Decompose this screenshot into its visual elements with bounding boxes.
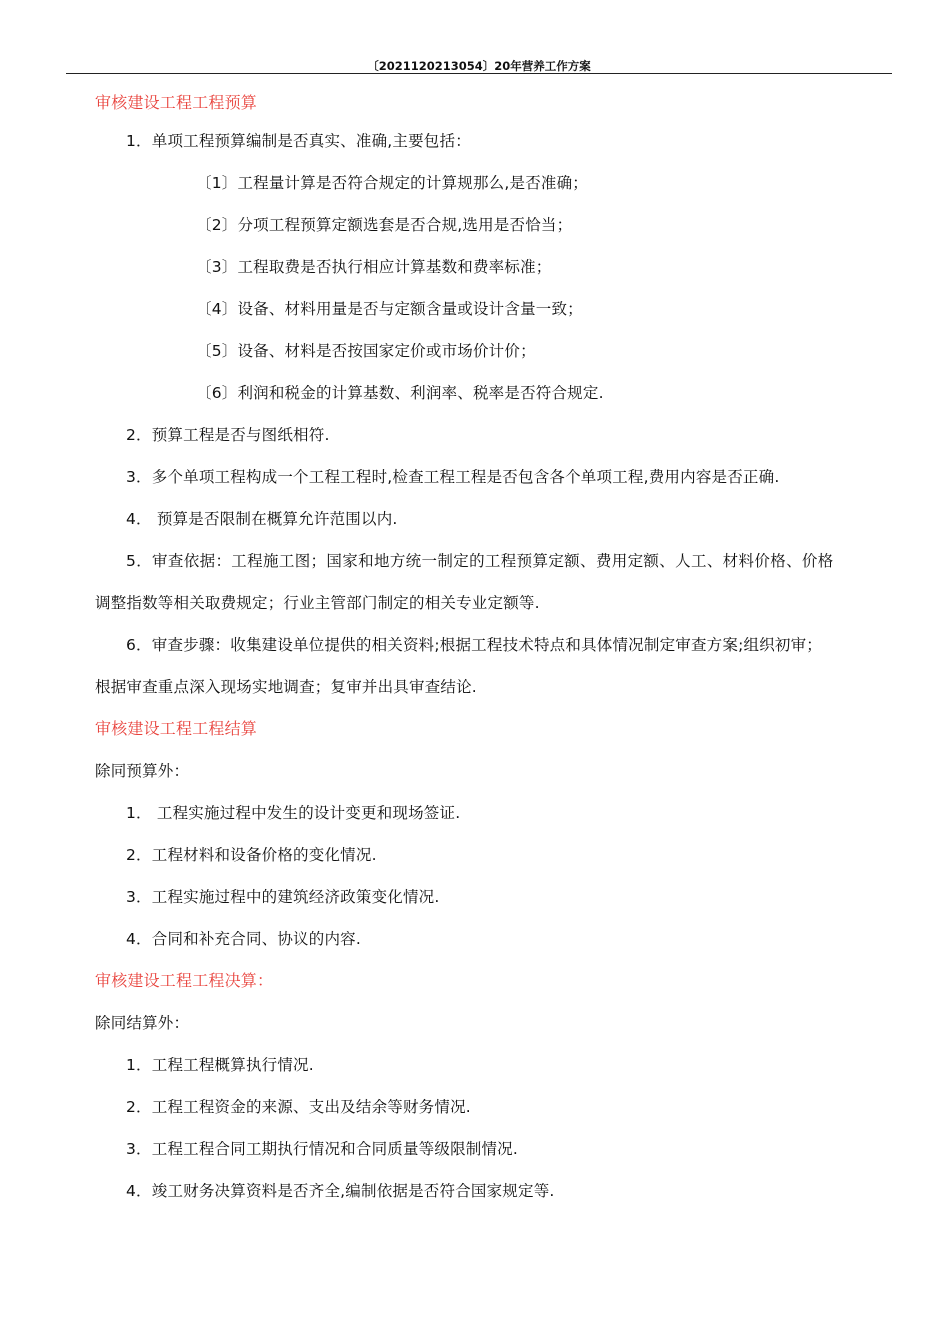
list-item: 4． 预算是否限制在概算允许范围以内. (126, 510, 398, 528)
list-item: 2．预算工程是否与图纸相符. (126, 426, 330, 444)
list-item: 1． 工程实施过程中发生的设计变更和现场签证. (126, 804, 461, 822)
sub-list-item: 〔3〕工程取费是否执行相应计算基数和费率标准； (196, 258, 552, 276)
list-item: 2．工程工程资金的来源、支出及结余等财务情况. (126, 1098, 471, 1116)
list-item: 6．审查步骤：收集建设单位提供的相关资料;根据工程技术特点和具体情况制定审查方案;组织初审； (126, 636, 823, 654)
sub-list-item: 〔4〕设备、材料用量是否与定额含量或设计含量一致； (196, 300, 583, 318)
list-item: 5．审查依据：工程施工图；国家和地方统一制定的工程预算定额、费用定额、人工、材料价格、价格 (126, 552, 834, 570)
header-divider (66, 73, 892, 74)
section-heading-final-accounts: 审核建设工程工程决算： (95, 971, 274, 990)
list-item: 4．竣工财务决算资料是否齐全,编制依据是否符合国家规定等. (126, 1182, 555, 1200)
list-item: 3．工程工程合同工期执行情况和合同质量等级限制情况. (126, 1140, 518, 1158)
list-item: 3．多个单项工程构成一个工程工程时,检查工程工程是否包含各个单项工程,费用内容是否正确. (126, 468, 780, 486)
sub-list-item: 〔5〕设备、材料是否按国家定价或市场价计价； (196, 342, 536, 360)
list-item-continuation: 根据审查重点深入现场实地调查；复审并出具审查结论. (95, 678, 477, 696)
sub-list-item: 〔1〕工程量计算是否符合规定的计算规那么,是否准确； (196, 174, 588, 192)
list-item: 3．工程实施过程中的建筑经济政策变化情况. (126, 888, 440, 906)
list-item: 4．合同和补充合同、协议的内容. (126, 930, 361, 948)
list-item: 2．工程材料和设备价格的变化情况. (126, 846, 377, 864)
list-item: 1．工程工程概算执行情况. (126, 1056, 314, 1074)
section-intro: 除同预算外： (95, 762, 190, 780)
sub-list-item: 〔6〕利润和税金的计算基数、利润率、税率是否符合规定. (196, 384, 604, 402)
list-item: 1．单项工程预算编制是否真实、准确,主要包括： (126, 132, 471, 150)
page-header-title: 〔2021120213054〕20年营养工作方案 (367, 59, 591, 73)
section-heading-budget: 审核建设工程工程预算 (95, 93, 258, 112)
list-item-continuation: 调整指数等相关取费规定；行业主管部门制定的相关专业定额等. (95, 594, 540, 612)
sub-list-item: 〔2〕分项工程预算定额选套是否合规,选用是否恰当； (196, 216, 573, 234)
section-intro: 除同结算外： (95, 1014, 190, 1032)
section-heading-settlement: 审核建设工程工程结算 (95, 719, 258, 738)
